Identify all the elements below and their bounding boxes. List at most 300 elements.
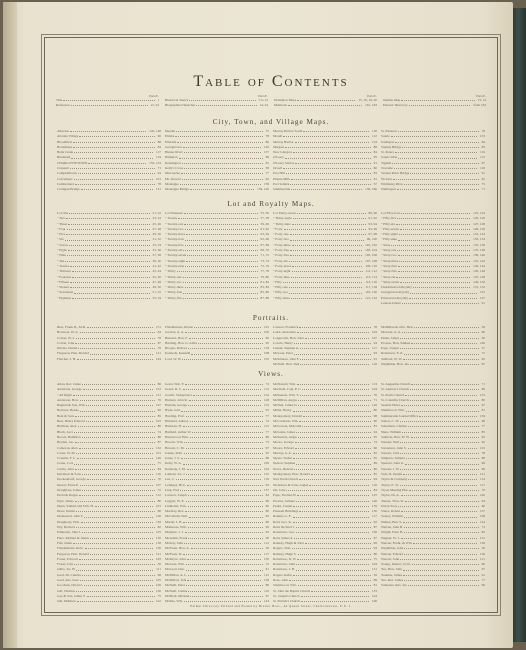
entry-name: Margate	[273, 144, 285, 149]
entry-name: " Twenty-one	[165, 221, 184, 226]
entry-page: 85	[481, 429, 485, 434]
entry-name: Dennewell, John T.	[57, 514, 84, 519]
list-item	[273, 362, 377, 367]
leader-dots	[412, 562, 479, 565]
entry-page: 65	[373, 434, 377, 439]
entry-page: 146	[155, 456, 161, 461]
entry-name: Patrons' Directory	[383, 103, 408, 108]
leader-dots	[295, 140, 369, 143]
leader-dots	[294, 351, 371, 354]
leader-dots	[181, 456, 263, 459]
leader-dots	[189, 98, 255, 101]
entry-page: 86	[157, 382, 161, 386]
entry-page: 151, 152	[473, 285, 485, 290]
entry-name: Alberton	[57, 129, 70, 133]
leader-dots	[297, 330, 369, 333]
entry-page: 145, 146	[473, 269, 485, 274]
entry-page: 123, 124	[473, 211, 485, 215]
entry-page: 87	[157, 440, 161, 445]
entry-name: Reid, Richard J.	[273, 525, 295, 530]
entry-name: " Four	[57, 226, 66, 231]
entry-name: Title	[56, 98, 63, 102]
leader-dots	[87, 477, 155, 480]
list-item	[165, 187, 269, 192]
list-item	[273, 187, 377, 192]
entry-page: 88	[373, 144, 377, 149]
entry-page: 81	[265, 160, 269, 165]
leader-dots	[296, 562, 369, 565]
leader-dots	[296, 461, 370, 464]
entry-page: 122	[155, 599, 161, 604]
leader-dots	[294, 467, 370, 470]
leader-dots	[293, 451, 371, 454]
entry-name: Elmira	[165, 134, 175, 139]
leader-dots	[283, 280, 363, 283]
entry-page: 75	[265, 129, 269, 133]
entry-page: 135, 136	[473, 242, 485, 247]
leader-dots	[83, 387, 153, 390]
entry-page: 153, 154	[149, 160, 161, 165]
entry-name: Black, Levi	[57, 429, 73, 434]
entry-name: St. Columba Church	[381, 397, 409, 402]
entry-name: " Forty-two	[273, 237, 289, 242]
leader-dots	[85, 546, 153, 549]
leader-dots	[194, 325, 260, 328]
entry-name: Miscouche	[165, 171, 180, 176]
entry-page: 91	[373, 160, 377, 165]
entry-page: 104	[371, 330, 377, 335]
leader-dots	[404, 578, 478, 581]
entry-name: " Sixty-three	[381, 258, 399, 263]
leader-dots	[400, 451, 478, 454]
entry-page: 137, 138	[473, 248, 485, 253]
leader-dots	[284, 227, 366, 230]
entry-name: Historical Sketch	[165, 98, 189, 102]
entry-name: " Twenty-nine	[165, 263, 185, 268]
entry-page: 23, 24	[152, 216, 161, 221]
list-item	[274, 103, 377, 108]
leader-dots	[400, 557, 477, 560]
entry-name: Gordon, A. A.	[165, 330, 185, 335]
leader-dots	[186, 499, 263, 502]
entry-name: " Fifty-seven	[381, 226, 399, 231]
entry-page: 15, 24	[150, 103, 159, 108]
entry-page: 59	[373, 572, 377, 577]
leader-dots	[79, 557, 153, 560]
entry-page: 85, 86	[260, 290, 269, 295]
entry-page: 74	[373, 440, 377, 445]
leader-dots	[65, 259, 149, 262]
entry-name: Lot Nineteen	[165, 211, 183, 215]
leader-dots	[71, 155, 153, 158]
entry-name: Fraser, John	[57, 562, 74, 567]
leader-dots	[300, 357, 371, 360]
entry-name: Dockendorff, George	[57, 477, 86, 482]
leader-dots	[405, 461, 479, 464]
entry-name: " Nine	[57, 253, 66, 258]
entry-name: Biographical Sketches	[165, 103, 196, 108]
leader-dots	[87, 325, 153, 328]
entry-name: Anderson, Hon.	[57, 397, 79, 402]
entry-page: 116	[372, 482, 377, 487]
leader-dots	[291, 177, 370, 180]
leader-dots	[293, 150, 370, 153]
entry-page: 60	[481, 503, 485, 508]
entry-name: St. Eleanors	[381, 129, 398, 133]
entry-page: 115	[264, 424, 269, 429]
leader-dots	[80, 483, 153, 486]
entry-page: 125	[263, 472, 269, 477]
entry-page: 91, 92	[368, 216, 377, 221]
entry-page: 71	[373, 397, 377, 402]
entry-name: Hyde, John	[165, 408, 181, 413]
entry-page: 69	[373, 461, 377, 466]
entry-name: McLean, Peter	[273, 351, 293, 356]
entry-name: " Thirteen	[57, 269, 71, 274]
leader-dots	[296, 525, 371, 528]
list-column	[379, 129, 487, 193]
entry-name: " Twenty	[165, 216, 178, 221]
entry-page: 121	[155, 392, 161, 397]
entry-page: 80	[373, 551, 377, 556]
leader-dots	[290, 253, 362, 256]
entry-page: 117	[372, 514, 377, 519]
entry-page: 149, 150	[473, 279, 485, 284]
entry-page: 99	[265, 525, 269, 530]
leader-dots	[72, 269, 150, 272]
entry-page: 63, 64	[260, 232, 269, 237]
entry-name: " Fourteen	[57, 274, 72, 279]
entry-name: Matheson, Wm.	[165, 525, 187, 530]
entry-page: 5 to 12	[258, 98, 268, 102]
entry-page: 74	[265, 419, 269, 424]
entry-page: 161, 163	[365, 103, 377, 108]
entry-name: Lot Fifty-four	[381, 211, 400, 215]
entry-page: 147, 148	[473, 274, 485, 279]
lot-maps-list	[55, 211, 487, 306]
list-column	[55, 129, 163, 193]
leader-dots	[295, 161, 370, 164]
entry-page: 71	[481, 187, 485, 192]
leader-dots	[188, 536, 262, 539]
leader-dots	[77, 456, 153, 459]
leader-dots	[69, 211, 149, 214]
list-item	[165, 357, 269, 362]
leader-dots	[185, 243, 258, 246]
entry-page: 83, 84	[260, 285, 269, 290]
leader-dots	[293, 504, 369, 507]
entry-page: 105	[263, 356, 269, 361]
entry-name: " Seven	[57, 242, 68, 247]
entry-page: 91	[481, 301, 485, 306]
entry-page: 80	[157, 424, 161, 429]
entry-name: Beer, Frank D., M.D.	[57, 325, 86, 329]
entry-name: Reference	[56, 103, 70, 108]
entry-page: 92	[481, 356, 485, 361]
list-column	[271, 325, 379, 367]
entry-name: Prowse, Samuel	[273, 498, 295, 503]
entry-page: 84	[481, 139, 485, 144]
entry-name: " Thirty-five	[165, 295, 183, 300]
leader-dots	[183, 424, 261, 427]
entry-page: 130	[155, 546, 161, 551]
entry-name: Montague	[165, 181, 179, 186]
entry-page: 98	[157, 572, 161, 577]
leader-dots	[77, 357, 153, 360]
entry-name: St. Patrick's Church	[273, 599, 300, 604]
entry-name: Gill, Thomas	[57, 588, 75, 593]
entry-name: Bryden, Jas.	[57, 440, 74, 445]
leader-dots	[410, 171, 478, 174]
entry-page: 121	[479, 472, 485, 477]
leader-dots	[68, 248, 150, 251]
entry-page: 133	[479, 134, 485, 139]
general-column	[53, 94, 162, 110]
entry-name: Vessey, William	[381, 514, 403, 519]
leader-dots	[66, 216, 149, 219]
entry-page: 93	[265, 514, 269, 519]
entry-page: 37, 38	[152, 253, 161, 258]
entry-name: Hooper, Richard	[165, 346, 188, 351]
leader-dots	[186, 259, 257, 262]
entry-page: 64	[157, 330, 161, 335]
entry-page: 110	[156, 472, 161, 477]
entry-name: Sullivan, Hon. W. W.	[381, 434, 410, 439]
leader-dots	[70, 280, 150, 283]
entry-page: 56	[481, 335, 485, 340]
leader-dots	[193, 393, 261, 396]
leader-dots	[302, 387, 369, 390]
entry-page: 117	[156, 150, 161, 155]
entry-page: 51, 52	[152, 290, 161, 295]
entry-name: Best, Henry Edward	[57, 419, 85, 424]
entry-page: 89	[265, 434, 269, 439]
leader-dots	[413, 285, 470, 288]
entry-page: 96	[481, 583, 485, 588]
entry-name: " Sixteen	[57, 285, 70, 290]
entry-page: 94	[373, 477, 377, 482]
entry-name: " Sixty	[381, 242, 391, 247]
entry-page: 21, 22	[152, 211, 161, 215]
leader-dots	[183, 387, 261, 390]
entry-name: Bulchan, Alex.	[57, 424, 78, 429]
entry-page: 151	[155, 325, 161, 329]
entry-page: 43, 44	[152, 269, 161, 274]
entry-name: Shaw, William	[381, 429, 401, 434]
entry-name: McDonald, Wm.	[273, 382, 296, 386]
entry-name: Montgomery, Hon. Donald	[273, 472, 310, 477]
leader-dots	[188, 346, 261, 349]
entry-name: McLean, Wm.	[165, 562, 185, 567]
entry-name: Taylor, E. W.	[381, 482, 399, 487]
entry-page: 57	[373, 181, 377, 186]
entry-page: 105, 106	[365, 253, 377, 258]
entry-name: " Forty-eight	[273, 269, 291, 274]
entry-page: 61	[481, 572, 485, 577]
leader-dots	[82, 573, 155, 576]
entry-page: 130	[371, 129, 377, 133]
leader-dots	[178, 216, 257, 219]
entry-name: Mayhew, J. J.	[165, 530, 184, 535]
entry-page: 66	[481, 387, 485, 392]
leader-dots	[190, 594, 262, 597]
entry-name: Charlottetown Royalty	[381, 285, 412, 290]
entry-name: Robertson, J. B.	[273, 567, 295, 572]
list-column	[379, 211, 487, 306]
leader-dots	[298, 583, 371, 586]
leader-dots	[398, 253, 471, 256]
leader-dots	[81, 187, 153, 190]
list-column	[271, 211, 379, 306]
entry-name: Sutton, C. W.	[381, 419, 400, 424]
entry-name: " Thirty-nine	[273, 221, 291, 226]
entry-name: Halloran, H.	[165, 424, 182, 429]
leader-dots	[400, 280, 470, 283]
leader-dots	[299, 419, 370, 422]
entry-name: Macfield, Capt. P. C.	[273, 387, 302, 392]
leader-dots	[409, 488, 478, 491]
entry-page: 136	[371, 530, 377, 535]
leader-dots	[184, 150, 261, 153]
leader-dots	[400, 467, 478, 470]
entry-name: Mt. Stewart	[165, 176, 182, 181]
leader-dots	[301, 594, 369, 597]
leader-dots	[286, 488, 370, 491]
leader-dots	[401, 509, 477, 512]
leader-dots	[90, 552, 153, 555]
entry-page: 56	[265, 546, 269, 551]
entry-name: Carter, W. M.	[57, 450, 76, 455]
entry-name: McEwen, D.	[165, 551, 183, 556]
leader-dots	[297, 211, 366, 214]
entry-name: Gard, Dr. Charles	[57, 572, 81, 577]
entry-name: Lee, C.	[165, 477, 175, 482]
entry-page: 90	[265, 503, 269, 508]
entry-name: Kelly, W. A.	[165, 461, 182, 466]
entry-page: 41, 42	[152, 263, 161, 268]
leader-dots	[286, 171, 371, 174]
leader-dots	[182, 357, 260, 360]
entry-page: 113	[372, 382, 377, 386]
leader-dots	[295, 446, 370, 449]
leader-dots	[398, 264, 470, 267]
leader-dots	[289, 285, 363, 288]
leader-dots	[400, 346, 479, 349]
leader-dots	[398, 269, 470, 272]
entry-page: 92	[481, 434, 485, 439]
entry-name: Dewar, Ewen P.	[57, 482, 79, 487]
leader-dots	[76, 451, 152, 454]
leader-dots	[181, 408, 262, 411]
entry-page: 110	[264, 588, 269, 593]
entry-page: 93	[373, 351, 377, 356]
entry-page: 67	[373, 535, 377, 540]
leader-dots	[400, 440, 479, 443]
entry-name: " Forty	[273, 226, 283, 231]
entry-name: Hunter River	[165, 150, 183, 155]
entry-page: 78	[157, 181, 161, 186]
entry-name: McEwen, Hon. A.	[165, 546, 190, 551]
entry-page: 47, 48	[152, 279, 161, 284]
entry-name: Lawson, Frederick	[273, 325, 299, 329]
leader-dots	[73, 393, 153, 396]
leader-dots	[78, 346, 154, 349]
entry-name: McNeill, Hon. Neil	[273, 362, 300, 367]
entry-page: 143, 144	[473, 263, 485, 268]
leader-dots	[190, 187, 254, 190]
leader-dots	[391, 243, 470, 246]
entry-name: Brown, Hamilton	[57, 434, 81, 439]
leader-dots	[80, 330, 155, 333]
entry-name: Murray, A. A.	[273, 450, 292, 455]
entry-name: Stewart, J. H.	[381, 466, 400, 471]
entry-name: Lot One	[57, 211, 69, 215]
leader-dots	[396, 275, 470, 278]
entry-name: Fitzsimmons, Robt.	[57, 546, 84, 551]
leader-dots	[291, 296, 362, 299]
entry-page: 88	[157, 139, 161, 144]
entry-page: 31, 32	[152, 237, 161, 242]
entry-page: 131	[155, 187, 161, 192]
entry-name: Warren, Fredk. & Wm.	[381, 540, 413, 545]
entry-page: 114	[480, 477, 485, 482]
leader-dots	[290, 232, 366, 235]
entry-page: 87	[373, 525, 377, 530]
leader-dots	[75, 341, 154, 344]
entry-page: 72	[265, 562, 269, 567]
leader-dots	[395, 150, 477, 153]
entry-name: Tracadie	[381, 166, 393, 171]
leader-dots	[70, 166, 155, 169]
entry-name: Bowness, W. A.	[57, 330, 79, 335]
entry-page: 63	[265, 530, 269, 535]
entry-name: McCallum, Wm.	[165, 514, 188, 519]
entry-name: McMillan, A. L.	[165, 572, 188, 577]
entry-name: McNeill, Peter	[165, 583, 185, 588]
entry-page: 131, 132	[473, 232, 485, 237]
entry-page: 109	[155, 583, 161, 588]
entry-page: 67	[481, 362, 485, 367]
leader-dots	[184, 599, 261, 602]
entry-page: 75	[157, 461, 161, 466]
entry-name: New Perth Church	[273, 477, 299, 482]
entry-name: Ott, John	[273, 487, 286, 492]
entry-page: 88	[481, 456, 485, 461]
leader-dots	[76, 567, 153, 570]
entry-name: Gay & Son, James T.	[57, 593, 86, 598]
entry-name: " Three	[57, 221, 68, 226]
entry-name: " Fifty-nine	[381, 237, 397, 242]
entry-page: 117	[480, 482, 485, 487]
entry-name: Kennedy, Kenneth	[165, 351, 191, 356]
entry-name: Younker, James	[381, 572, 403, 577]
entry-page: 125	[371, 493, 377, 498]
entry-name: McCormack, Wm.	[273, 419, 299, 424]
entry-page: 39, 40	[152, 258, 161, 263]
entry-page: 116	[372, 403, 377, 408]
entry-page: 136	[479, 551, 485, 556]
entry-page: 84	[157, 144, 161, 149]
leader-dots	[198, 341, 263, 344]
leader-dots	[80, 398, 155, 401]
leader-dots	[186, 232, 257, 235]
leader-dots	[419, 414, 477, 417]
leader-dots	[179, 155, 263, 158]
leader-dots	[408, 583, 478, 586]
entry-name: Bloomfield	[57, 139, 73, 144]
leader-dots	[392, 161, 478, 164]
entry-name: McLean, A. A.	[381, 330, 402, 335]
